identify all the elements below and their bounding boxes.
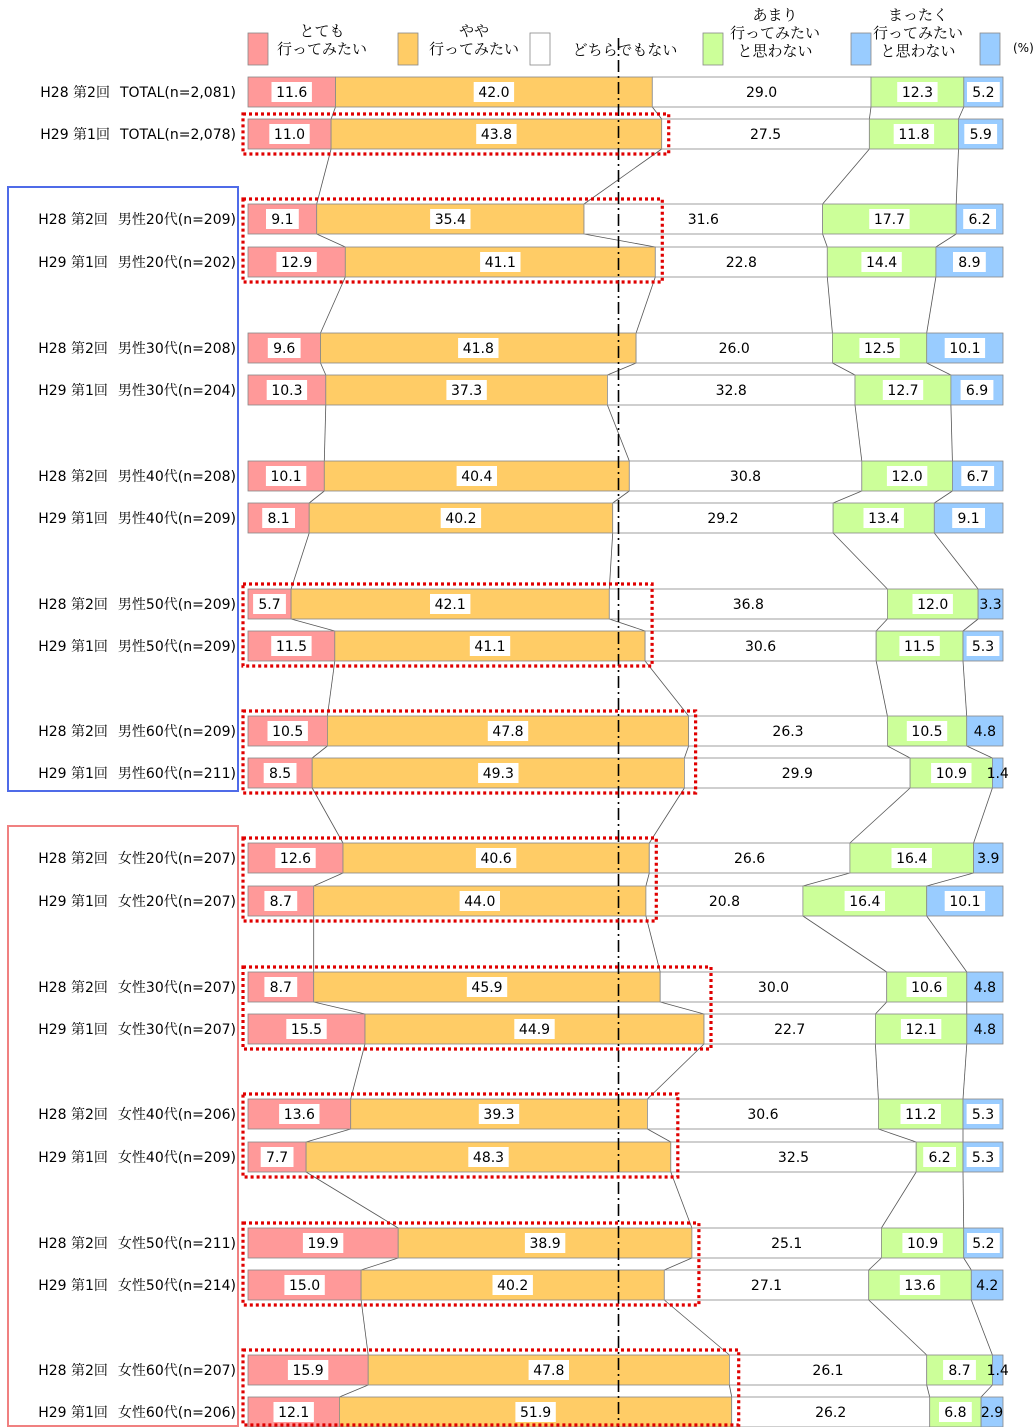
- value-label: 26.1: [812, 1363, 844, 1379]
- row-label: H29 第1回 女性30代(n=207): [38, 1022, 236, 1038]
- row-label: H29 第1回 男性40代(n=209): [38, 511, 236, 527]
- value-label: 10.1: [949, 894, 981, 910]
- value-label: 5.3: [971, 1150, 995, 1166]
- value-label: 4.8: [973, 1022, 997, 1038]
- connector-line: [967, 746, 993, 758]
- value-label: 32.8: [715, 383, 747, 399]
- value-label: 8.5: [268, 766, 292, 782]
- connector-line: [306, 1129, 351, 1142]
- connector-line: [964, 1258, 972, 1270]
- value-label: 29.2: [707, 511, 739, 527]
- row-label: H28 第2回 女性60代(n=207): [38, 1363, 236, 1379]
- connector-line: [636, 277, 655, 333]
- connector-line: [647, 1044, 704, 1099]
- value-label: 11.6: [276, 85, 308, 101]
- row-label: H29 第1回 女性50代(n=214): [38, 1278, 236, 1294]
- connector-line: [875, 1002, 886, 1014]
- value-label: 26.2: [815, 1405, 847, 1421]
- value-label: 12.1: [905, 1022, 937, 1038]
- connector-line: [963, 619, 978, 631]
- connector-line: [312, 788, 343, 843]
- value-label: 13.6: [904, 1278, 936, 1294]
- value-label: 5.2: [972, 85, 995, 101]
- row-label: H28 第2回 女性30代(n=207): [38, 980, 236, 996]
- unit-label: (%): [1013, 41, 1034, 55]
- legend-label: 行ってみたい: [729, 24, 821, 42]
- connector-line: [584, 149, 662, 204]
- value-label: 51.9: [520, 1405, 552, 1421]
- value-label: 15.0: [289, 1278, 321, 1294]
- value-label: 35.4: [434, 212, 466, 228]
- value-label: 12.1: [278, 1405, 310, 1421]
- value-label: 10.9: [935, 766, 967, 782]
- connector-line: [312, 746, 327, 758]
- legend-label: あまり: [752, 6, 798, 24]
- connector-line: [351, 1044, 365, 1099]
- value-label: 26.3: [772, 724, 804, 740]
- row-label: H28 第2回 男性40代(n=208): [38, 469, 236, 485]
- value-label: 10.9: [907, 1236, 939, 1252]
- bar-segments: [248, 77, 1003, 1427]
- value-label: 38.9: [529, 1236, 561, 1252]
- value-label: 11.5: [275, 639, 307, 655]
- legend-label: と思わない: [880, 42, 956, 60]
- value-label: 39.3: [483, 1107, 515, 1123]
- group-box: [8, 187, 238, 791]
- value-label: 12.3: [901, 85, 933, 101]
- value-label: 29.0: [746, 85, 778, 101]
- connector-line: [869, 1300, 927, 1355]
- connector-line: [361, 1300, 368, 1355]
- value-label: 5.2: [972, 1236, 995, 1252]
- row-label: H29 第1回 男性50代(n=209): [38, 639, 236, 655]
- value-label: 42.1: [434, 597, 466, 613]
- value-label: 16.4: [896, 851, 928, 867]
- value-label: 5.3: [971, 639, 995, 655]
- value-label: 12.7: [887, 383, 919, 399]
- value-label: 6.8: [944, 1405, 967, 1421]
- value-label: 13.4: [868, 511, 900, 527]
- value-label: 40.4: [461, 469, 493, 485]
- value-label: 11.5: [904, 639, 936, 655]
- connector-line: [729, 1385, 731, 1397]
- connector-line: [646, 873, 649, 886]
- legend: [248, 6, 1034, 65]
- value-label: 3.3: [979, 597, 1002, 613]
- connector-line: [317, 234, 346, 247]
- connector-line: [832, 363, 855, 375]
- connector-line: [324, 405, 326, 461]
- value-label: 8.7: [269, 894, 292, 910]
- legend-swatch: [530, 33, 550, 65]
- connector-line: [878, 1129, 916, 1142]
- connector-line: [321, 277, 346, 333]
- legend-swatch: [980, 33, 1000, 65]
- value-label: 8.9: [958, 255, 981, 271]
- value-label: 41.8: [462, 341, 494, 357]
- value-label: 9.6: [273, 341, 296, 357]
- value-label: 10.1: [949, 341, 981, 357]
- connector-line: [664, 1258, 692, 1270]
- connector-line: [646, 916, 660, 972]
- legend-label: と思わない: [737, 42, 813, 60]
- legend-swatch: [703, 33, 723, 65]
- value-label: 30.6: [747, 1107, 779, 1123]
- connector-line: [951, 405, 953, 461]
- connector-line: [664, 1300, 729, 1355]
- connector-lines: [291, 107, 995, 1397]
- connector-line: [974, 788, 993, 843]
- value-label: 5.3: [971, 1107, 995, 1123]
- legend-swatch: [851, 33, 871, 65]
- connector-line: [361, 1258, 398, 1270]
- value-label: 26.0: [718, 341, 750, 357]
- value-label: 26.6: [734, 851, 766, 867]
- value-label: 17.7: [873, 212, 905, 228]
- value-label: 1.4: [986, 766, 1009, 782]
- value-label: 40.2: [497, 1278, 529, 1294]
- value-label: 11.8: [898, 127, 930, 143]
- connector-line: [934, 533, 978, 589]
- value-label: 22.7: [774, 1022, 806, 1038]
- connector-line: [959, 107, 964, 119]
- row-label: H28 第2回 男性60代(n=209): [38, 724, 236, 740]
- connector-line: [833, 491, 862, 503]
- value-label: 15.5: [290, 1022, 323, 1038]
- row-label: H29 第1回 男性20代(n=202): [38, 255, 236, 271]
- connector-line: [936, 234, 956, 247]
- connector-line: [317, 149, 331, 204]
- connector-line: [309, 491, 324, 503]
- connector-line: [927, 1385, 930, 1397]
- value-label: 13.6: [283, 1107, 315, 1123]
- connector-line: [833, 533, 887, 589]
- value-label: 29.9: [781, 766, 813, 782]
- value-label: 42.0: [478, 85, 510, 101]
- value-label: 31.6: [687, 212, 719, 228]
- value-label: 45.9: [471, 980, 503, 996]
- row-label: H29 第1回 女性20代(n=207): [38, 894, 236, 910]
- value-label: 30.8: [729, 469, 762, 485]
- value-label: 49.3: [482, 766, 514, 782]
- value-label: 32.5: [777, 1150, 810, 1166]
- connector-line: [869, 107, 871, 119]
- group-box: [8, 826, 238, 1426]
- connector-line: [963, 661, 967, 716]
- value-label: 44.9: [518, 1022, 551, 1038]
- value-label: 6.9: [965, 383, 989, 399]
- connector-line: [314, 1002, 365, 1014]
- connector-line: [876, 619, 887, 631]
- value-label: 40.2: [445, 511, 477, 527]
- connector-line: [881, 1172, 916, 1228]
- connector-line: [876, 661, 887, 716]
- value-label: 4.8: [973, 980, 997, 996]
- value-label: 47.8: [533, 1363, 565, 1379]
- connector-line: [963, 1044, 967, 1099]
- connector-line: [291, 533, 309, 589]
- value-label: 6.2: [928, 1150, 951, 1166]
- value-label: 41.1: [484, 255, 516, 271]
- connector-line: [803, 916, 887, 972]
- legend-label: 行ってみたい: [276, 40, 368, 58]
- connector-line: [609, 533, 612, 589]
- connector-line: [971, 1300, 992, 1355]
- value-label: 47.8: [492, 724, 524, 740]
- value-label: 10.3: [271, 383, 303, 399]
- value-label: 6.2: [968, 212, 991, 228]
- value-label: 20.8: [708, 894, 740, 910]
- connector-line: [927, 363, 951, 375]
- value-label: 36.8: [732, 597, 764, 613]
- legend-label: まったく: [887, 6, 949, 24]
- connector-line: [671, 1172, 692, 1228]
- value-label: 5.9: [969, 127, 992, 143]
- value-label: 27.5: [750, 127, 782, 143]
- value-label: 30.6: [745, 639, 777, 655]
- legend-label: とても: [299, 22, 345, 40]
- connector-line: [607, 363, 636, 375]
- row-label: H29 第1回 女性40代(n=209): [38, 1150, 236, 1166]
- legend-swatch: [398, 33, 418, 65]
- connector-line: [314, 873, 343, 886]
- connector-line: [827, 277, 832, 333]
- value-label: 7.7: [265, 1150, 289, 1166]
- connector-line: [609, 619, 645, 631]
- row-label: H29 第1回 女性60代(n=206): [38, 1405, 236, 1421]
- value-label: 22.8: [725, 255, 757, 271]
- value-label: 10.5: [911, 724, 943, 740]
- connector-line: [684, 746, 688, 758]
- value-label: 30.0: [757, 980, 790, 996]
- row-label: H29 第1回 男性30代(n=204): [38, 383, 236, 399]
- connector-line: [823, 234, 828, 247]
- value-label: 12.5: [864, 341, 896, 357]
- row-labels: [38, 85, 236, 1421]
- value-label: 3.9: [977, 851, 1000, 867]
- connector-line: [645, 661, 689, 716]
- value-label: 9.1: [271, 212, 294, 228]
- connector-line: [321, 363, 326, 375]
- legend-label: どちらでもない: [572, 41, 678, 59]
- value-label: 16.4: [849, 894, 881, 910]
- value-label: 10.5: [272, 724, 304, 740]
- connector-line: [823, 149, 870, 204]
- row-label: H29 第1回 男性60代(n=211): [38, 766, 236, 782]
- connector-line: [613, 491, 630, 503]
- legend-label: 行ってみたい: [872, 24, 964, 42]
- value-label: 9.1: [957, 511, 980, 527]
- connector-line: [956, 149, 958, 204]
- connector-line: [850, 788, 910, 843]
- connector-line: [803, 873, 850, 886]
- row-label: H28 第2回 女性40代(n=206): [38, 1107, 236, 1123]
- value-label: 15.9: [292, 1363, 324, 1379]
- row-label: H28 第2回 女性50代(n=211): [38, 1236, 236, 1252]
- value-label: 2.9: [980, 1405, 1004, 1421]
- legend-swatch: [248, 33, 268, 65]
- connector-line: [327, 661, 334, 716]
- connector-line: [291, 619, 335, 631]
- row-label: H28 第2回 TOTAL(n=2,081): [40, 85, 236, 101]
- value-label: 11.0: [273, 127, 306, 143]
- connector-line: [660, 1002, 704, 1014]
- value-label: 27.1: [750, 1278, 783, 1294]
- connector-line: [855, 405, 862, 461]
- connector-line: [927, 873, 974, 886]
- value-label: 12.0: [891, 469, 923, 485]
- value-label: 14.4: [866, 255, 898, 271]
- connector-line: [981, 1385, 992, 1397]
- value-label: 8.7: [269, 980, 292, 996]
- value-label: 40.6: [480, 851, 512, 867]
- legend-label: 行ってみたい: [428, 40, 520, 58]
- legend-label: やや: [458, 22, 490, 40]
- value-label: 12.9: [281, 255, 313, 271]
- value-label: 4.2: [976, 1278, 999, 1294]
- value-label: 19.9: [307, 1236, 339, 1252]
- row-label: H28 第2回 男性30代(n=208): [38, 341, 236, 357]
- value-label: 12.6: [279, 851, 312, 867]
- row-label: H28 第2回 男性50代(n=209): [38, 597, 236, 613]
- value-label: 25.1: [771, 1236, 803, 1252]
- value-label: 8.1: [267, 511, 290, 527]
- value-label: 8.7: [948, 1363, 971, 1379]
- value-label: 6.7: [966, 469, 989, 485]
- connector-line: [927, 277, 936, 333]
- connector-line: [934, 491, 952, 503]
- connector-line: [339, 1385, 368, 1397]
- connector-line: [887, 746, 910, 758]
- value-label: 41.1: [474, 639, 506, 655]
- value-label: 43.8: [480, 127, 512, 143]
- value-label: 5.7: [258, 597, 281, 613]
- row-label: H28 第2回 男性20代(n=209): [38, 212, 236, 228]
- connector-line: [927, 916, 967, 972]
- row-label: H28 第2回 女性20代(n=207): [38, 851, 236, 867]
- value-label: 44.0: [464, 894, 496, 910]
- value-label: 4.8: [973, 724, 997, 740]
- connector-line: [875, 1044, 878, 1099]
- value-label: 10.1: [270, 469, 302, 485]
- value-label: 48.3: [472, 1150, 505, 1166]
- connector-line: [649, 788, 684, 843]
- connector-line: [306, 1172, 398, 1228]
- connector-line: [647, 1129, 670, 1142]
- value-label: 10.6: [911, 980, 943, 996]
- connector-line: [963, 1172, 964, 1228]
- connector-line: [869, 1258, 882, 1270]
- value-label: 1.4: [986, 1363, 1009, 1379]
- value-label: 11.2: [905, 1107, 937, 1123]
- row-label: H29 第1回 TOTAL(n=2,078): [40, 127, 236, 143]
- connector-line: [584, 234, 655, 247]
- value-label: 37.3: [451, 383, 483, 399]
- value-label: 12.0: [917, 597, 949, 613]
